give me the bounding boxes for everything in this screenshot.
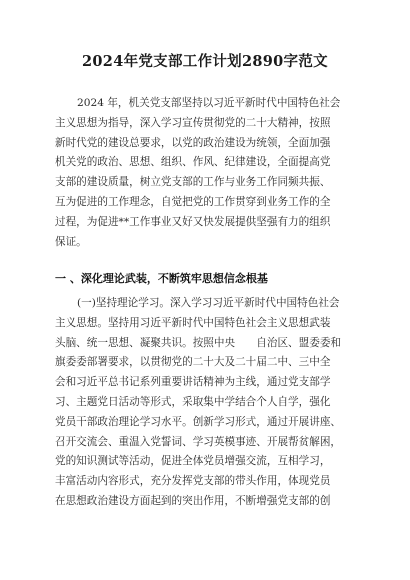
paragraph-line: 支部的建设质量，树立党支部的工作与业务工作同频共振、 <box>55 176 331 189</box>
paragraph-line: (一)坚持理论学习。深入学习习近平新时代中国特色社会 <box>77 297 340 309</box>
document-title: 2024年党支部工作计划2890字范文 <box>82 53 328 70</box>
paragraph-line: 党的知识测试等活动，促进全体党员增强交流，互相学习， <box>55 455 331 468</box>
paragraph-line: 新时代党的建设总要求，以党的政治建设为统领，全面加强 <box>55 136 331 149</box>
paragraph-line: 会和习近平总书记系列重要讲话精神为主线，通过党支部学 <box>55 376 331 389</box>
paragraph-line: 党员干部政治理论学习水平。创新学习形式，通过开展讲座、 <box>55 415 342 428</box>
paragraph-line: 头脑、统一思想、凝聚共识。按照中央 自治区、盟委委和 <box>55 336 342 349</box>
paragraph-line: 旗委委部署要求，以贯彻党的二十大及二十届二中、三中全 <box>55 356 331 369</box>
paragraph-line: 互为促进的工作理念，自觉把党的工作贯穿到业务工作的全 <box>55 195 331 208</box>
section-paragraph <box>55 294 355 512</box>
paragraph-line: 在思想政治建设方面起到的突出作用，不断增强党支部的创 <box>55 494 331 507</box>
paragraph-line: 机关党的政治、思想、组织、作风、纪律建设，全面提高党 <box>55 156 331 169</box>
section-heading: 一 、深化理论武装，不断筑牢思想信念根基 <box>55 272 268 285</box>
paragraph-line: 保证。 <box>55 235 87 248</box>
paragraph-line: 2024 年，机关党支部坚持以习近平新时代中国特色社会 <box>77 97 341 109</box>
paragraph-line: 习、主题党日活动等形式，采取集中学结合个人自学，强化 <box>55 395 331 408</box>
intro-paragraph <box>55 94 355 252</box>
paragraph-line: 过程，为促进**工作事业又好又快发展提供坚强有力的组织 <box>55 215 331 228</box>
paragraph-line: 主义思想。坚持用习近平新时代中国特色社会主义思想武装 <box>55 316 331 329</box>
paragraph-line: 丰富活动内容形式，充分发挥党支部的带头作用，体现党员 <box>55 475 331 488</box>
paragraph-line: 主义思想为指导，深入学习宣传贯彻党的二十大精神，按照 <box>55 116 331 129</box>
paragraph-line: 召开交流会、重温入党誓词、学习英模事迹、开展帮贫解困， <box>55 435 342 448</box>
